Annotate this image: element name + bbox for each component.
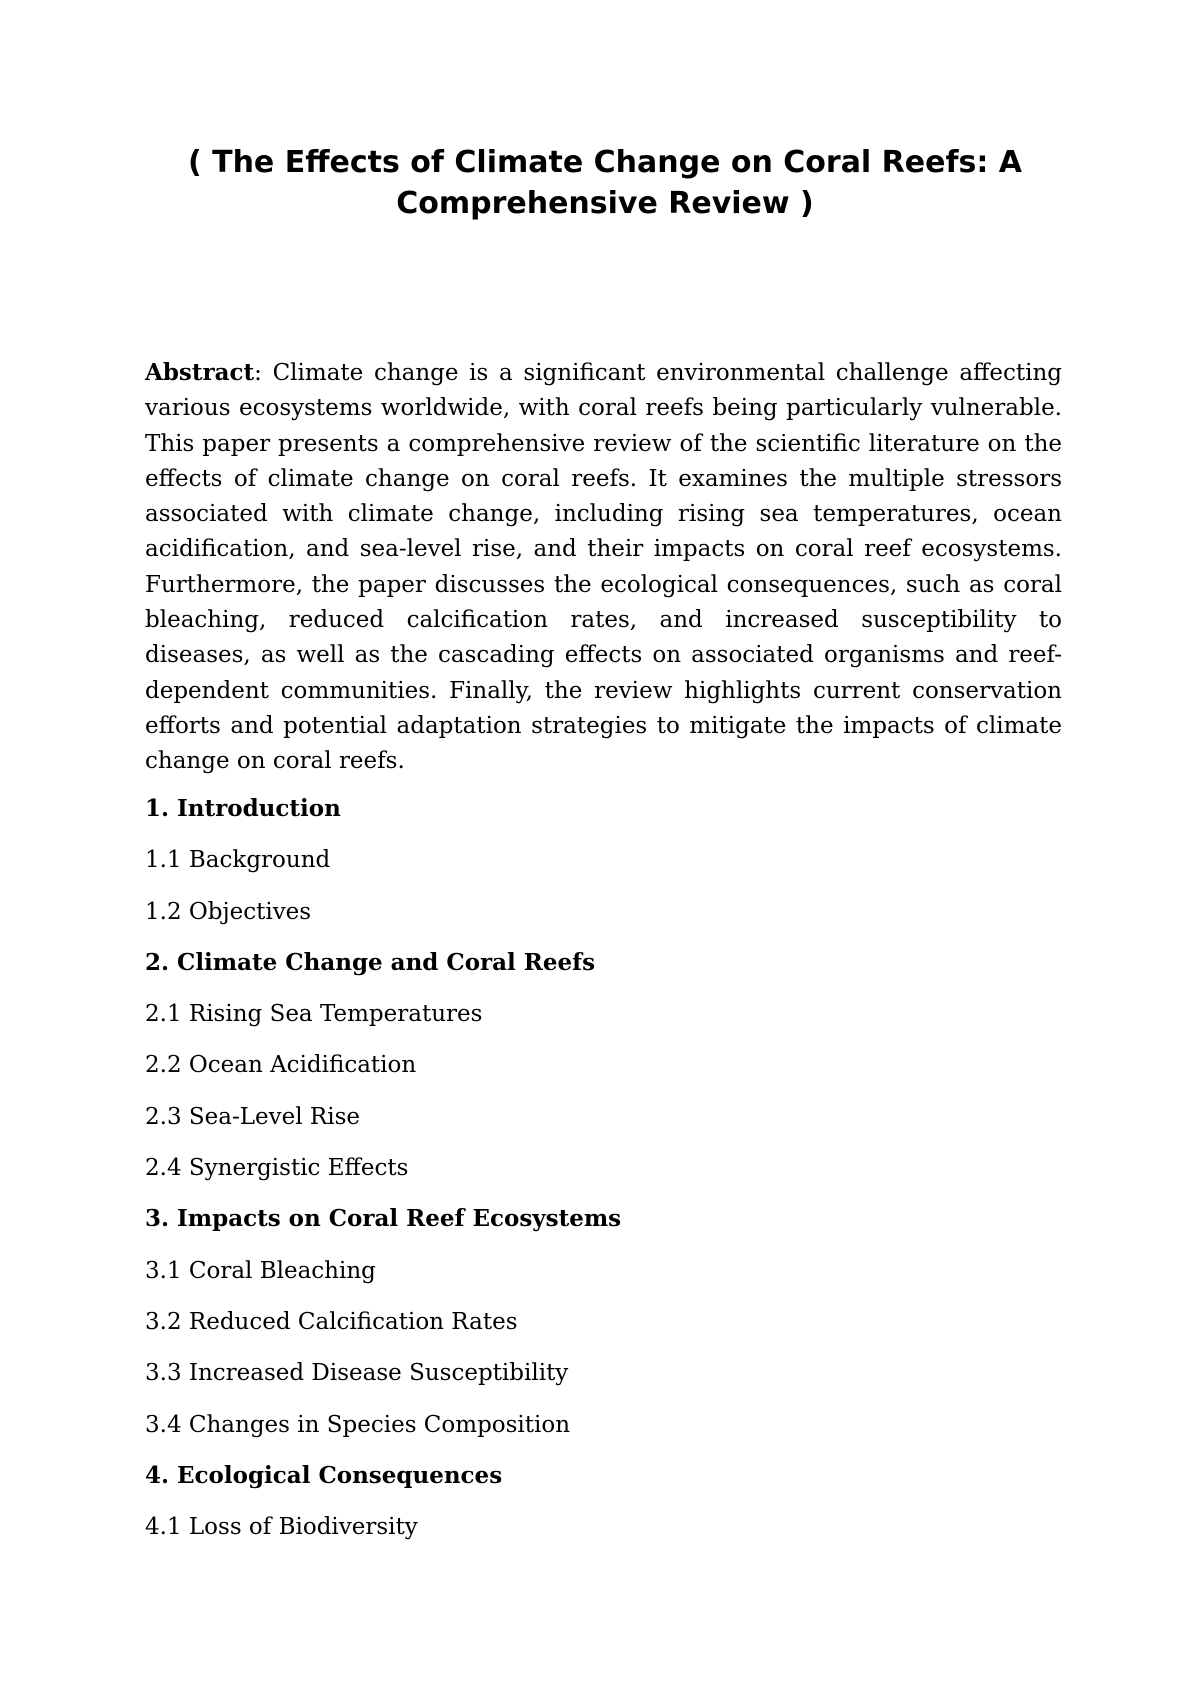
subsection-heading: 2.4 Synergistic Effects: [145, 1155, 409, 1182]
subsection-heading: 1.1 Background: [145, 847, 331, 874]
abstract-paragraph: [145, 355, 1062, 780]
document-title: ( The Effects of Climate Change on Coral Reefs: A Comprehensive Review ): [187, 145, 1023, 221]
subsection-heading: 1.2 Objectives: [145, 898, 312, 925]
subsection-heading: 3.2 Reduced Calcification Rates: [145, 1308, 518, 1335]
subsection-heading: 3.4 Changes in Species Composition: [145, 1411, 571, 1438]
subsection-heading: 2.3 Sea-Level Rise: [145, 1103, 360, 1130]
abstract-label: Abstract: [145, 359, 255, 386]
subsection-heading: 2.2 Ocean Acidification: [145, 1052, 417, 1079]
section-heading: 3. Impacts on Coral Reef Ecosystems: [145, 1205, 622, 1233]
subsection-heading: 3.1 Coral Bleaching: [145, 1257, 376, 1284]
abstract-text: : Climate change is a significant environmental challenge affecting various ecosystems worldwide, with coral reefs being particularly vulnerable. This paper presents a comprehensive review of the scientific literature on the effects of climate change on coral reefs. It examines the multiple stressors associated with climate change, including rising sea temperatures, ocean acidification, and sea-level rise, and their impacts on coral reef ecosystems. Furthermore, the paper discusses the ecological consequences, such as coral bleaching, reduced calcification rates, and increased susceptibility to diseases, as well as the cascading effects on associated organisms and reef-dependent communities. Finally, the review highlights current conservation efforts and potential adaptation strategies to mitigate the impacts of climate change on coral reefs.: [145, 360, 1062, 775]
subsection-heading: 3.3 Increased Disease Susceptibility: [145, 1360, 569, 1387]
section-heading: 4. Ecological Consequences: [145, 1461, 503, 1489]
subsection-heading: 2.1 Rising Sea Temperatures: [145, 1001, 483, 1028]
table-of-contents: [145, 795, 621, 1564]
subsection-heading: 4.1 Loss of Biodiversity: [145, 1514, 418, 1541]
section-heading: 2. Climate Change and Coral Reefs: [145, 948, 596, 976]
section-heading: 1. Introduction: [145, 795, 341, 822]
